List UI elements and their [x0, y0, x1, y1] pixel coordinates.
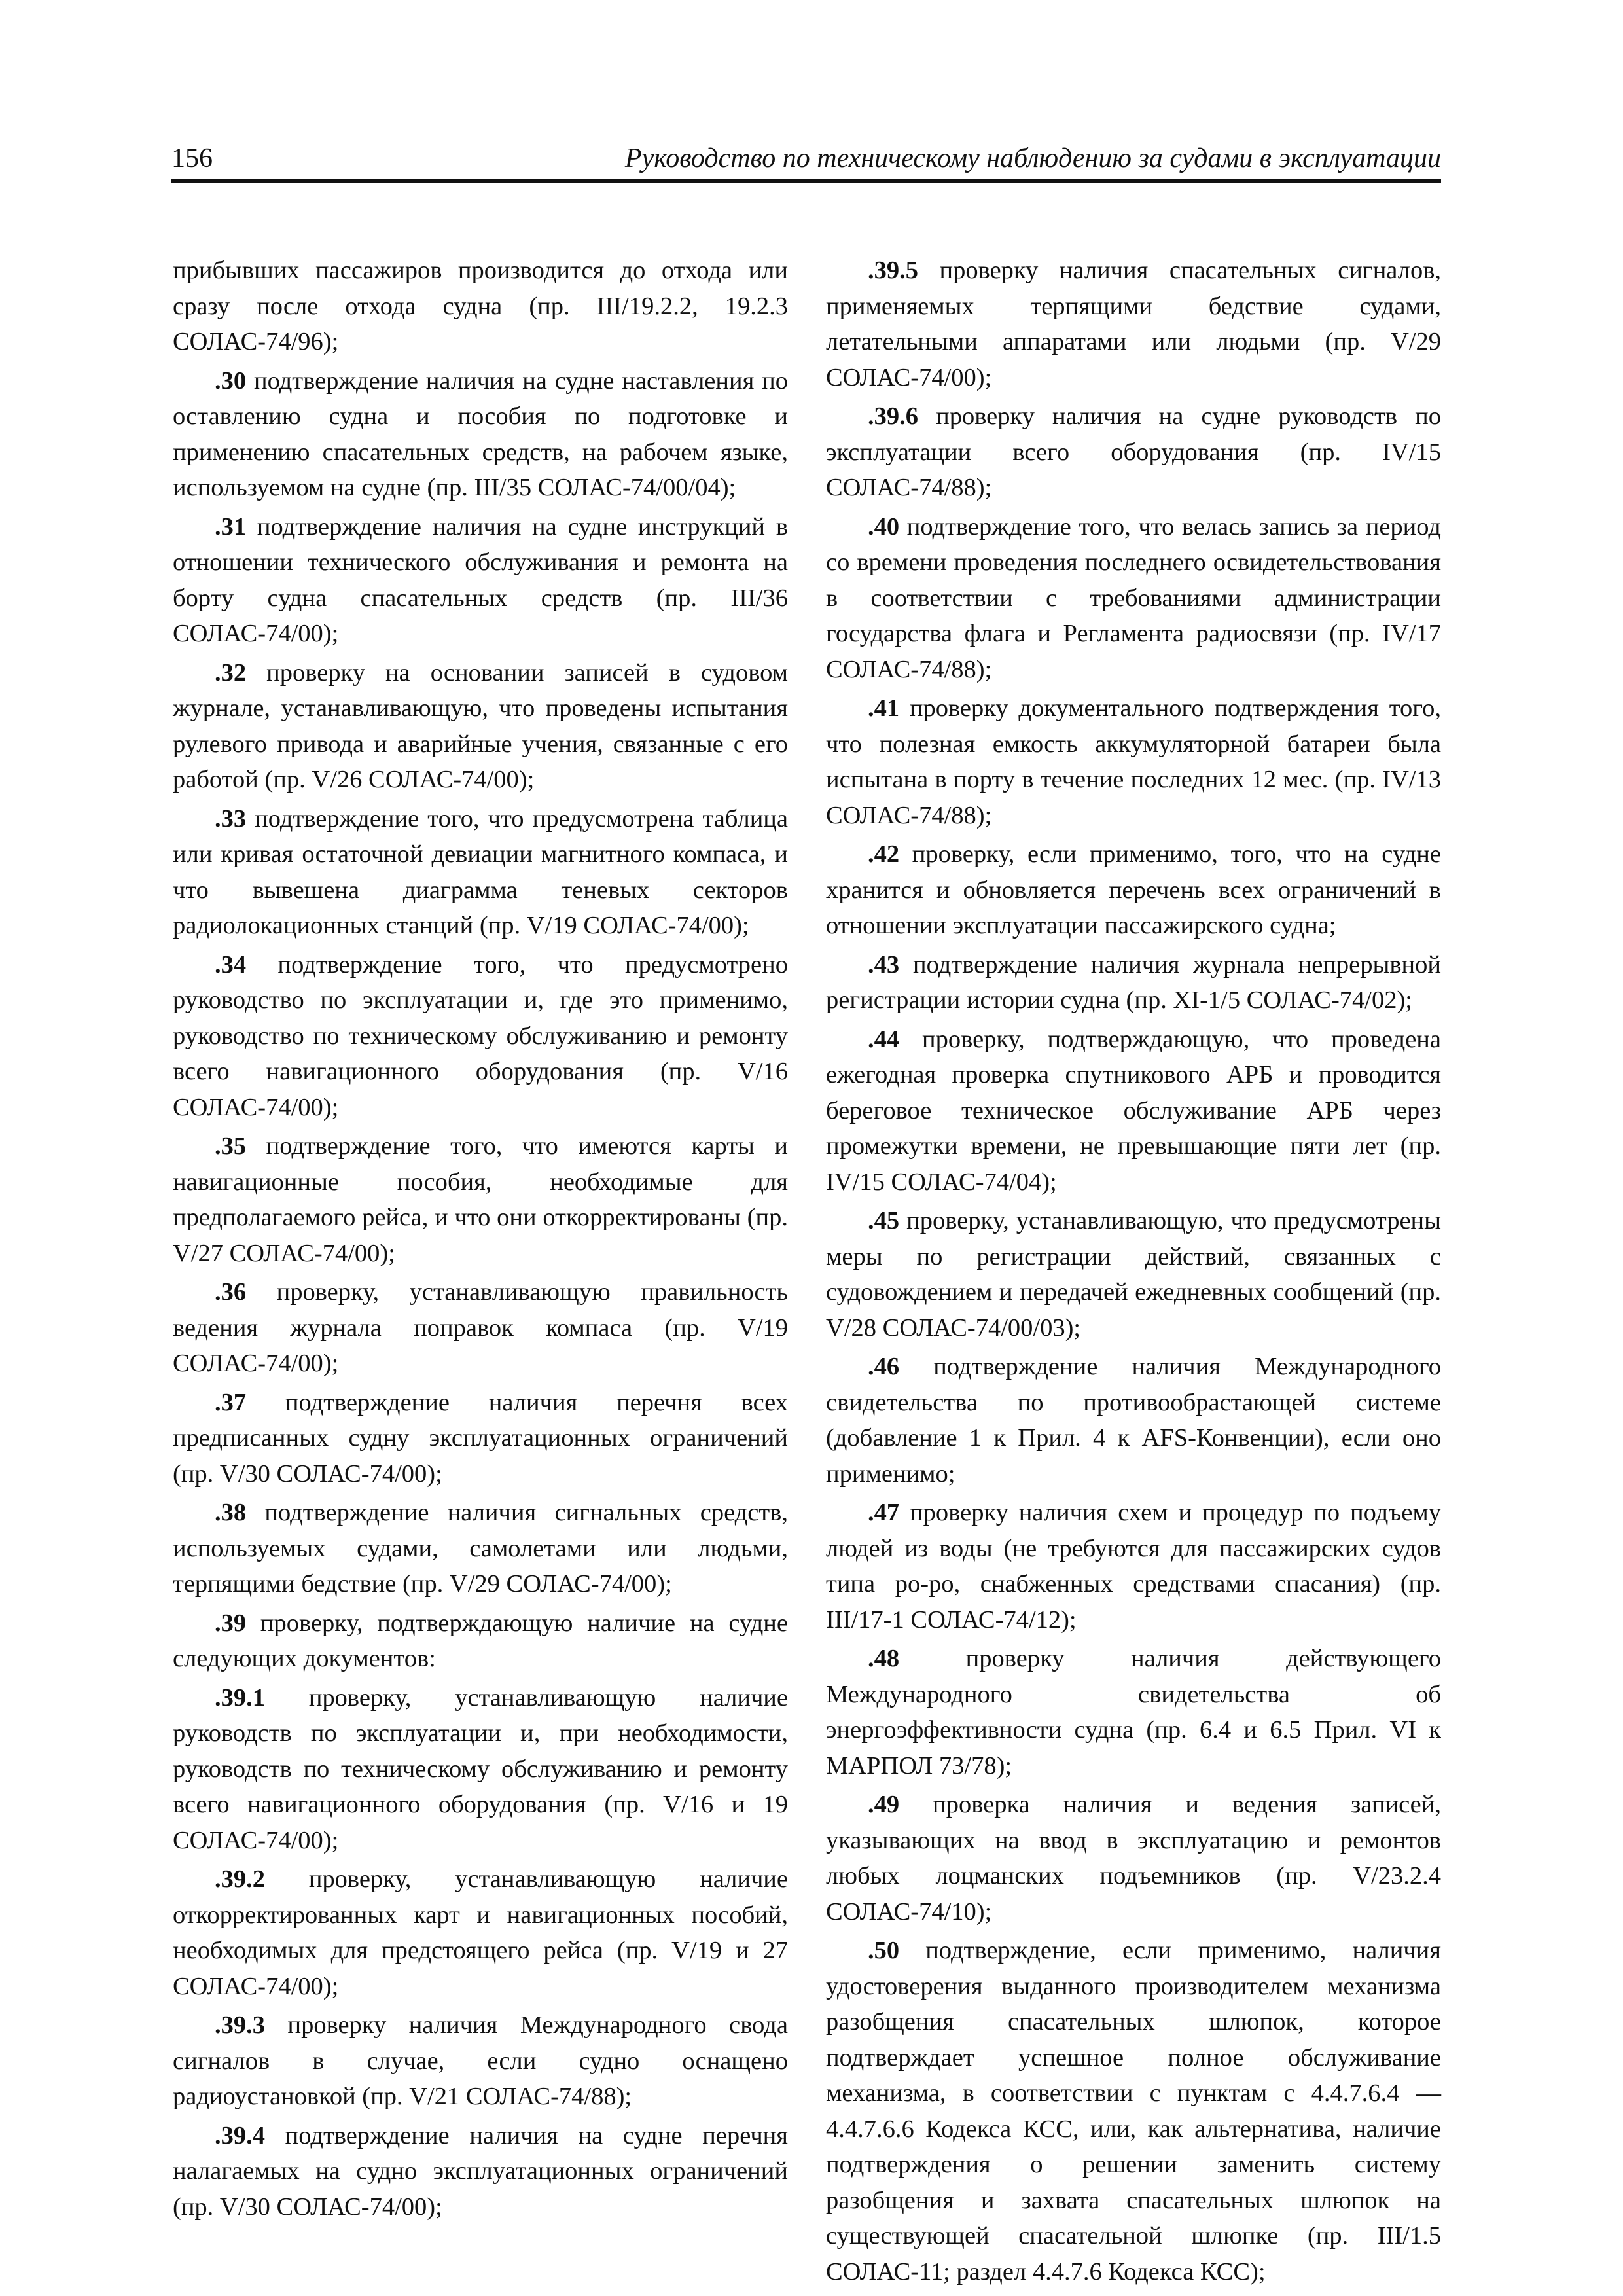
item-number: .39.2 — [215, 1865, 265, 1893]
paragraph: .47 проверку наличия схем и процедур по подъему людей из воды (не требуются для пассажирских судов типа ро-ро, снабженных средствами спасания) (пр. III/17-1 СОЛАС-74/12); — [826, 1499, 1441, 1634]
paragraph: .40 подтверждение того, что велась запись за период со времени проведения последнего освидетельствования в соответствии с требованиями администрации государства флага и Регламента радиосвязи (пр. IV/17 СОЛАС-74/88); — [826, 512, 1441, 683]
paragraph: .36 проверку, устанавливающую правильность ведения журнала поправок компаса (пр. V/19 СОЛАС-74/00); — [173, 1278, 788, 1377]
paragraph: .44 проверку, подтверждающую, что проведена ежегодная проверка спутникового АРБ и проводится береговое техническое обслуживание АРБ через промежутки времени, не превышающие пяти лет (пр. IV/15 СОЛАС-74/04); — [826, 1025, 1441, 1196]
paragraph: .39.1 проверку, устанавливающую наличие руководств по эксплуатации и, при необходимости, руководств по техническому обслуживанию и ремонту всего навигационного оборудования (пр. V/16 и 19 СОЛАС-74/00); — [173, 1683, 788, 1854]
item-number: .36 — [215, 1278, 247, 1306]
paragraph: .33 подтверждение того, что предусмотрена таблица или кривая остаточной девиации магнитного компаса, и что вывешена диаграмма теневых секторов радиолокационных станций (пр. V/19 СОЛАС-74/00); — [173, 804, 788, 939]
item-number: .38 — [215, 1499, 247, 1526]
item-number: .35 — [215, 1132, 247, 1160]
item-number: .33 — [215, 804, 247, 833]
item-number: .42 — [868, 840, 900, 868]
item-number: .46 — [868, 1353, 900, 1380]
item-number: .45 — [868, 1207, 900, 1234]
item-number: .39.6 — [868, 403, 918, 430]
paragraph: .39.3 проверку наличия Международного свода сигналов в случае, если судно оснащено радиоустановкой (пр. V/21 СОЛАС-74/88); — [173, 2011, 788, 2110]
paragraph: .38 подтверждение наличия сигнальных средств, используемых судами, самолетами или людьми, терпящими бедствие (пр. V/29 СОЛАС-74/00); — [173, 1499, 788, 1598]
item-number: .44 — [868, 1025, 900, 1053]
paragraph: .46 подтверждение наличия Международного свидетельства по противообрастающей системе (добавление 1 к Прил. 4 к AFS-Конвенции), если оно применимо; — [826, 1353, 1441, 1488]
item-number: .39 — [215, 1609, 247, 1637]
item-number: .39.1 — [215, 1683, 265, 1712]
paragraph: .39.5 проверку наличия спасательных сигналов, применяемых терпящими бедствие судами, летательными аппаратами или людьми (пр. V/29 СОЛАС-74/00); — [826, 257, 1441, 391]
header-rule — [171, 179, 1441, 183]
paragraph: .42 проверку, если применимо, того, что на судне хранится и обновляется перечень всех ограничений в отношении эксплуатации пассажирского судна; — [826, 840, 1441, 939]
item-number: .39.4 — [215, 2121, 265, 2149]
item-number: .39.5 — [868, 257, 918, 284]
item-number: .39.3 — [215, 2011, 265, 2039]
paragraph: .48 проверку наличия действующего Международного свидетельства об энергоэффективности судна (пр. 6.4 и 6.5 Прил. VI к МАРПОЛ 73/78); — [826, 1645, 1441, 1780]
paragraph: .31 подтверждение наличия на судне инструкций в отношении технического обслуживания и ремонта на борту судна спасательных средств (пр. III/36 СОЛАС-74/00); — [173, 512, 788, 647]
page-header — [171, 143, 1441, 182]
item-number: .30 — [215, 367, 247, 395]
paragraph: .39.6 проверку наличия на судне руководств по эксплуатации всего оборудования (пр. IV/15 СОЛАС-74/88); — [826, 403, 1441, 501]
paragraph: .49 проверка наличия и ведения записей, указывающих на ввод в эксплуатацию и ремонтов любых лоцманских подъемников (пр. V/23.2.4 СОЛАС-74/10); — [826, 1791, 1441, 1926]
paragraph: .34 подтверждение того, что предусмотрено руководство по эксплуатации и, где это применимо, руководство по техническому обслуживанию и ремонту всего навигационного оборудования (пр. V/16 СОЛАС-74/00); — [173, 950, 788, 1121]
item-number: .37 — [215, 1388, 247, 1416]
item-number: .49 — [868, 1791, 900, 1818]
item-number: .31 — [215, 512, 247, 541]
paragraph: .35 подтверждение того, что имеются карты и навигационные пособия, необходимые для предполагаемого рейса, и что они откорректированы (пр. V/27 СОЛАС-74/00); — [173, 1132, 788, 1267]
running-title: Руководство по техническому наблюдению за судами в эксплуатации — [624, 143, 1441, 173]
paragraph: .32 проверку на основании записей в судовом журнале, устанавливающую, что проведены испытания рулевого привода и аварийные учения, связанные с его работой (пр. V/26 СОЛАС-74/00); — [173, 658, 788, 793]
item-number: .47 — [868, 1499, 900, 1526]
paragraph: .41 проверку документального подтверждения того, что полезная емкость аккумуляторной батареи была испытана в порту в течение последних 12 мес. (пр. IV/13 СОЛАС-74/88); — [826, 694, 1441, 829]
paragraph: .39.2 проверку, устанавливающую наличие откорректированных карт и навигационных пособий, необходимых для предстоящего рейса (пр. V/19 и 27 СОЛАС-74/00); — [173, 1865, 788, 2000]
item-number: .34 — [215, 950, 247, 978]
item-number: .41 — [868, 694, 900, 722]
paragraph: .37 подтверждение наличия перечня всех предписанных судну эксплуатационных ограничений (пр. V/30 СОЛАС-74/00); — [173, 1388, 788, 1488]
paragraph: .45 проверку, устанавливающую, что предусмотрены меры по регистрации действий, связанных с судовождением и передачей ежедневных сообщений (пр. V/28 СОЛАС-74/00/03); — [826, 1207, 1441, 1342]
paragraph: .39.4 подтверждение наличия на судне перечня налагаемых на судно эксплуатационных ограничений (пр. V/30 СОЛАС-74/00); — [173, 2121, 788, 2221]
paragraph: прибывших пассажиров производится до отхода или сразу после отхода судна (пр. III/19.2.2, 19.2.3 СОЛАС-74/96); — [173, 257, 788, 355]
right-column — [826, 253, 1441, 2293]
item-number: .48 — [868, 1645, 900, 1672]
item-number: .40 — [868, 512, 900, 541]
paragraph: .50 подтверждение, если применимо, наличия удостоверения выданного производителем механизма разобщения спасательных шлюпок, которое подтверждает успешное полное обслуживание механизма, в соответствии с пунктам с 4.4.7.6.4 — 4.4.7.6.6 Кодекса КСС, или, как альтернатива, наличие подтверждения о решении заменить систему разобщения и захвата спасательных шлюпок на существующей спасательной шлюпке (пр. III/1.5 СОЛАС-11; раздел 4.4.7.6 Кодекса КСС); — [826, 1937, 1441, 2286]
item-number: .50 — [868, 1937, 900, 1964]
paragraph: .30 подтверждение наличия на судне наставления по оставлению судна и пособия по подготовке и применению спасательных средств, на рабочем языке, используемом на судне (пр. III/35 СОЛАС-74/00/04); — [173, 367, 788, 501]
paragraph: .43 подтверждение наличия журнала непрерывной регистрации истории судна (пр. XI-1/5 СОЛАС-74/02); — [826, 950, 1441, 1014]
page-number: 156 — [171, 143, 213, 173]
left-column — [173, 253, 788, 2228]
paragraph: .39 проверку, подтверждающую наличие на судне следующих документов: — [173, 1609, 788, 1672]
item-number: .32 — [215, 658, 247, 687]
item-number: .43 — [868, 950, 900, 978]
